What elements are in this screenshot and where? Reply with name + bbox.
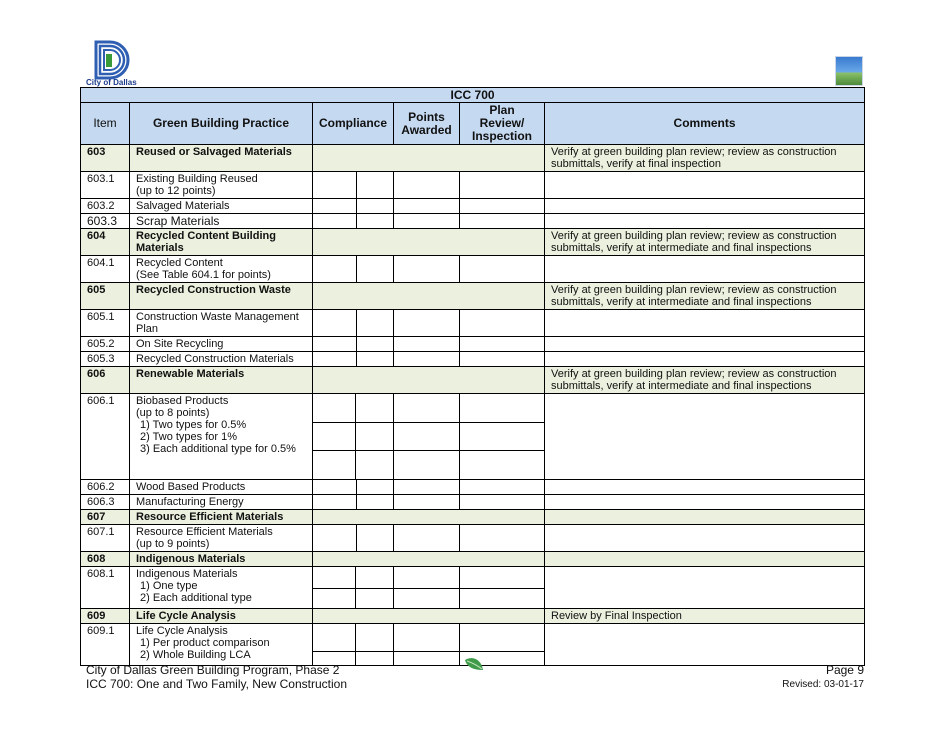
compliance-yes-cell[interactable] (313, 310, 357, 337)
plan-review-cell[interactable] (460, 214, 545, 229)
comment-cell[interactable] (545, 567, 865, 609)
item-code: 606.3 (81, 495, 130, 510)
comment-cell[interactable] (545, 214, 865, 229)
points-cell[interactable] (394, 256, 460, 283)
compliance-yes-cell[interactable] (313, 352, 357, 367)
item-code: 607.1 (81, 525, 130, 552)
compliance-no-cell[interactable] (357, 199, 394, 214)
item-code: 608.1 (81, 567, 130, 609)
col-plan-review: Plan Review/ Inspection (460, 103, 545, 145)
plan-review-cell[interactable] (460, 480, 545, 495)
comment-cell[interactable] (545, 525, 865, 552)
practice: Construction Waste Management Plan (130, 310, 313, 337)
plan-review-cell[interactable] (460, 337, 545, 352)
compliance-cell[interactable] (313, 624, 394, 666)
table-title: ICC 700 (81, 88, 865, 103)
comment-cell[interactable] (545, 624, 865, 666)
item-code: 603.1 (81, 172, 130, 199)
points-cell[interactable] (394, 310, 460, 337)
plan-review-cell[interactable] (460, 567, 545, 609)
comment-cell[interactable] (545, 480, 865, 495)
plan-review-cell[interactable] (460, 525, 545, 552)
logo-caption: City of Dallas (86, 78, 137, 87)
section-blank (313, 552, 545, 567)
item-code: 606.1 (81, 394, 130, 480)
section-blank (313, 510, 545, 525)
comment-blank (545, 510, 865, 525)
plan-review-cell[interactable] (460, 310, 545, 337)
table-row (81, 352, 865, 367)
table-row (81, 495, 865, 510)
practice: Life Cycle Analysis (130, 609, 313, 624)
icc700-checklist-table (80, 87, 865, 666)
plan-review-cell[interactable] (460, 256, 545, 283)
item-code: 608 (81, 552, 130, 567)
comment-cell[interactable] (545, 394, 865, 480)
practice: Wood Based Products (130, 480, 313, 495)
table-row (81, 145, 865, 172)
practice: Indigenous Materials 1) One type 2) Each additional type (130, 567, 313, 609)
leaf-icon (463, 656, 485, 672)
comment: Verify at green building plan review; review as construction submittals, verify at intermediate and final inspections (545, 283, 865, 310)
table-row (81, 480, 865, 495)
compliance-no-cell[interactable] (357, 495, 394, 510)
comment-cell[interactable] (545, 337, 865, 352)
points-cell[interactable] (394, 567, 460, 609)
footer-revised-date: Revised: 03-01-17 (782, 679, 864, 690)
item-code: 603.3 (81, 214, 130, 229)
practice: Life Cycle Analysis 1) Per product comparison 2) Whole Building LCA (130, 624, 313, 666)
practice: Existing Building Reused (up to 12 points) (130, 172, 313, 199)
table-row (81, 337, 865, 352)
plan-review-cell[interactable] (460, 352, 545, 367)
practice: Resource Efficient Materials (up to 9 points) (130, 525, 313, 552)
table-row (81, 394, 865, 480)
practice: Recycled Content Building Materials (130, 229, 313, 256)
practice: Salvaged Materials (130, 199, 313, 214)
compliance-yes-cell[interactable] (313, 337, 357, 352)
points-cell[interactable] (394, 525, 460, 552)
col-practice: Green Building Practice (130, 103, 313, 145)
section-blank (313, 609, 545, 624)
item-code: 606 (81, 367, 130, 394)
compliance-yes-cell[interactable] (313, 525, 357, 552)
compliance-no-cell[interactable] (357, 525, 394, 552)
compliance-yes-cell[interactable] (313, 256, 357, 283)
item-code: 607 (81, 510, 130, 525)
col-compliance: Compliance (313, 103, 394, 145)
table-title-row (81, 88, 865, 103)
table-row (81, 525, 865, 552)
plan-review-cell[interactable] (460, 394, 545, 480)
compliance-yes-cell[interactable] (313, 199, 357, 214)
table-row (81, 199, 865, 214)
item-code: 603 (81, 145, 130, 172)
practice: Renewable Materials (130, 367, 313, 394)
compliance-no-cell[interactable] (357, 214, 394, 229)
item-code: 605.1 (81, 310, 130, 337)
item-code: 605 (81, 283, 130, 310)
column-header-row (81, 103, 865, 145)
table-row (81, 229, 865, 256)
compliance-no-cell[interactable] (357, 310, 394, 337)
item-code: 609 (81, 609, 130, 624)
item-code: 603.2 (81, 199, 130, 214)
compliance-no-cell[interactable] (357, 352, 394, 367)
compliance-no-cell[interactable] (357, 480, 394, 495)
item-code: 606.2 (81, 480, 130, 495)
table-row (81, 567, 865, 609)
section-blank (313, 145, 545, 172)
table-row (81, 310, 865, 337)
compliance-no-cell[interactable] (357, 337, 394, 352)
item-code: 605.3 (81, 352, 130, 367)
footer-page-number: Page 9 (825, 663, 864, 677)
points-cell[interactable] (394, 214, 460, 229)
points-cell[interactable] (394, 495, 460, 510)
item-code: 604 (81, 229, 130, 256)
col-points: Points Awarded (394, 103, 460, 145)
compliance-cell[interactable] (313, 567, 394, 609)
col-item: Item (81, 103, 130, 145)
compliance-yes-cell[interactable] (313, 172, 357, 199)
practice: Indigenous Materials (130, 552, 313, 567)
compliance-no-cell[interactable] (357, 256, 394, 283)
plan-review-cell[interactable] (460, 172, 545, 199)
points-cell[interactable] (394, 480, 460, 495)
points-cell[interactable] (394, 337, 460, 352)
compliance-yes-cell[interactable] (313, 214, 357, 229)
comment-cell[interactable] (545, 495, 865, 510)
col-comments: Comments (545, 103, 865, 145)
table-row (81, 283, 865, 310)
points-cell[interactable] (394, 172, 460, 199)
practice: Recycled Content (See Table 604.1 for points) (130, 256, 313, 283)
footer-program: City of Dallas Green Building Program, Phase 2 (86, 663, 340, 677)
practice: Reused or Salvaged Materials (130, 145, 313, 172)
practice: Recycled Construction Waste (130, 283, 313, 310)
points-cell[interactable] (394, 352, 460, 367)
table-row (81, 172, 865, 199)
practice: On Site Recycling (130, 337, 313, 352)
table-row (81, 552, 865, 567)
compliance-yes-cell[interactable] (313, 495, 357, 510)
compliance-yes-cell[interactable] (313, 480, 357, 495)
compliance-cell[interactable] (313, 394, 394, 480)
table-row (81, 367, 865, 394)
practice: Scrap Materials (130, 214, 313, 229)
points-cell[interactable] (394, 394, 460, 480)
comment-cell[interactable] (545, 172, 865, 199)
plan-review-cell[interactable] (460, 495, 545, 510)
compliance-no-cell[interactable] (357, 172, 394, 199)
table-row (81, 510, 865, 525)
comment-cell[interactable] (545, 352, 865, 367)
comment-cell[interactable] (545, 310, 865, 337)
comment-cell[interactable] (545, 199, 865, 214)
item-code: 605.2 (81, 337, 130, 352)
plan-review-cell[interactable] (460, 199, 545, 214)
table-row (81, 256, 865, 283)
practice: Resource Efficient Materials (130, 510, 313, 525)
practice: Biobased Products (up to 8 points) 1) Two types for 0.5% 2) Two types for 1% 3) Each additional type for 0.5% (130, 394, 313, 480)
section-blank (313, 283, 545, 310)
item-code: 609.1 (81, 624, 130, 666)
comment: Review by Final Inspection (545, 609, 865, 624)
section-blank (313, 367, 545, 394)
comment: Verify at green building plan review; review as construction submittals, verify at final inspection (545, 145, 865, 172)
points-cell[interactable] (394, 199, 460, 214)
footer-scope: ICC 700: One and Two Family, New Construction (86, 677, 347, 691)
item-code: 604.1 (81, 256, 130, 283)
comment-blank (545, 552, 865, 567)
table-row (81, 214, 865, 229)
comment-cell[interactable] (545, 256, 865, 283)
comment: Verify at green building plan review; review as construction submittals, verify at intermediate and final inspections (545, 367, 865, 394)
comment: Verify at green building plan review; review as construction submittals, verify at intermediate and final inspections (545, 229, 865, 256)
practice: Manufacturing Energy (130, 495, 313, 510)
table-row (81, 609, 865, 624)
section-blank (313, 229, 545, 256)
green-building-badge-logo (835, 56, 863, 86)
points-cell[interactable] (394, 624, 460, 666)
practice: Recycled Construction Materials (130, 352, 313, 367)
